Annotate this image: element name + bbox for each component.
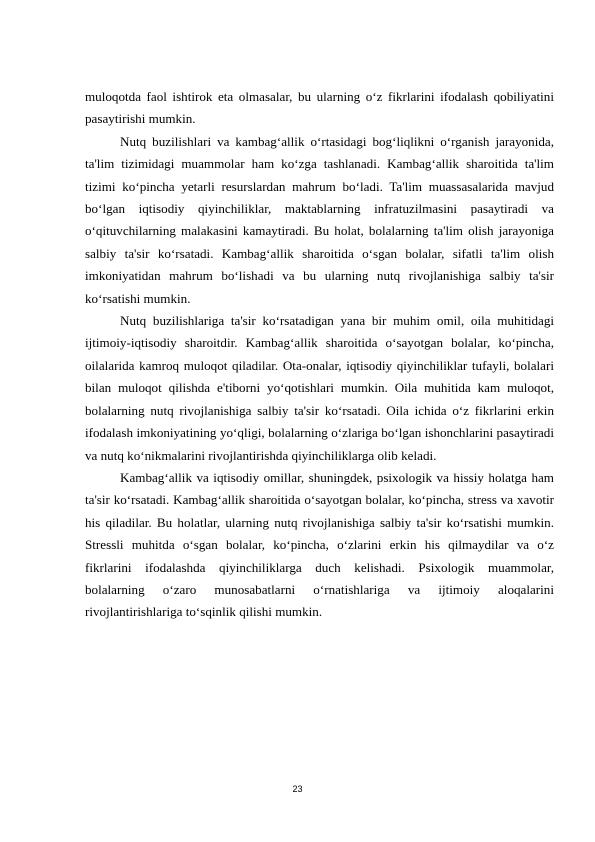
page-number: 23 [292, 784, 303, 794]
paragraph-family-environment: Nutq buzilishlariga ta'sir koʻrsatadigan yana bir muhim omil, oila muhitidagi ijtimoiy-iqtisodiy sharoitdir. Kambagʻallik sharoitida oʻsayotgan bolalar, koʻpincha, oilalarida kamroq muloqot qiladilar. Ota-onalar, iqtisodiy qiyinchiliklar tufayli, bolalari bilan muloqot qilishda e'tiborni yoʻqotishlari mumkin. Oila muhitida kam muloqot, bolalarning nutq rivojlanishiga salbiy ta'sir koʻrsatadi. Oila ichida oʻz fikrlarini erkin ifodalash imkoniyatining yoʻqligi, bolalarning oʻzlariga boʻlgan ishonchlarini pasaytiradi va nutq koʻnikmalarini rivojlantirishda qiyinchiliklarga olib keladi. [85, 313, 554, 463]
paragraph-education-system: Nutq buzilishlari va kambagʻallik oʻrtasidagi bogʻliqlikni oʻrganish jarayonida, ta'lim tizimidagi muammolar ham koʻzga tashlanadi. Kambagʻallik sharoitida ta'lim tizimi koʻpincha yetarli resurslardan mahrum boʻladi. Ta'lim muassasalarida mavjud boʻlgan iqtisodiy qiyinchiliklar, maktablarning infratuzilmasini pasaytiradi va oʻqituvchilarning malakasini kamaytiradi. Bu holat, bolalarning ta'lim olish jarayoniga salbiy ta'sir koʻrsatadi. Kambagʻallik sharoitida oʻsgan bolalar, sifatli ta'lim olish imkoniyatidan mahrum boʻlishadi va bu ularning nutq rivojlanishiga salbiy ta'sir koʻrsatishi mumkin. [85, 133, 554, 306]
paragraph-psychological-factors: Kambagʻallik va iqtisodiy omillar, shuningdek, psixologik va hissiy holatga ham ta'sir koʻrsatadi. Kambagʻallik sharoitida oʻsayotgan bolalar, koʻpincha, stress va xavotir his qiladilar. Bu holatlar, ularning nutq rivojlanishiga salbiy ta'sir koʻrsatishi mumkin. Stressli muhitda oʻsgan bolalar, koʻpincha, oʻzlarini erkin his qilmaydilar va oʻz fikrlarini ifodalashda qiyinchiliklarga duch kelishadi. Psixologik muammolar, bolalarning oʻzaro munosabatlarni oʻrnatishlariga va ijtimoiy aloqalarini rivojlantirishlariga toʻsqinlik qilishi mumkin. [85, 469, 554, 620]
paragraph-continuation: muloqotda faol ishtirok eta olmasalar, bu ularning oʻz fikrlarini ifodalash qobiliyatini pasaytirishi mumkin. [85, 89, 554, 127]
body-text [85, 86, 554, 624]
